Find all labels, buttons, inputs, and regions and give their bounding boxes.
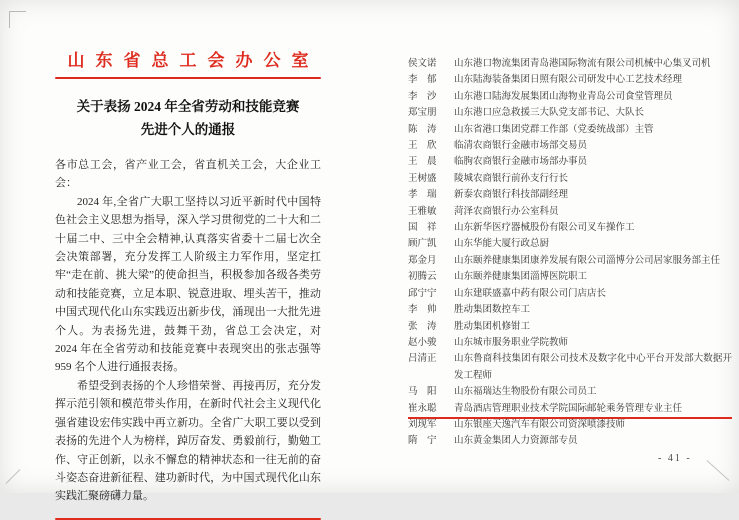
person-title: 临朐农商银行金融市场部办事员 [454, 157, 588, 168]
person-name: 王树盛 [408, 173, 437, 184]
person-title: 山东黄金集团人力资源部专员 [454, 436, 578, 447]
list-item [408, 105, 732, 121]
award-list [408, 56, 732, 450]
page-corner-mark [6, 469, 21, 484]
list-item [408, 204, 732, 220]
person-title: 陵城农商银行前孙支行行长 [454, 173, 569, 184]
list-item [408, 351, 732, 384]
person-name: 崔永聪 [408, 403, 437, 414]
person-title: 山东银座天逸汽车有限公司资深喷漆技师 [454, 419, 626, 430]
list-item [408, 72, 732, 88]
notice-body [55, 156, 321, 506]
body-paragraph: 希望受到表扬的个人珍惜荣誉、再接再厉，充分发挥示范引领和模范带头作用，在新时代社会主义现代化强省建设宏伟实践中再立新功。全省广大职工要以受到表扬的先进个人为榜样，踔厉奋发、勇毅前行，勤勉工作、守正创新，以永不懈怠的精神状态和一往无前的奋斗姿态奋进新征程、建功新时代，为中国式现代化山东实践汇聚磅礴力量。 [55, 379, 321, 503]
person-title: 山东颐养健康集团康养发展有限公司淄博分公司居家服务部主任 [454, 255, 721, 266]
issuing-office-title: 山东省总工会办公室 [67, 51, 320, 70]
list-item [408, 319, 732, 335]
list-item [408, 286, 732, 302]
document-title [55, 95, 321, 141]
person-name: 侯文诺 [408, 59, 437, 69]
list-item [408, 122, 732, 138]
list-item [408, 302, 732, 318]
person-name: 刘现军 [408, 419, 437, 430]
person-name: 张 涛 [408, 321, 437, 332]
person-name: 王雅敏 [408, 206, 437, 217]
person-title: 青岛酒店管理职业技术学院国际邮轮乘务管理专业主任 [454, 403, 683, 414]
person-title: 山东颐养健康集团淄博医院职工 [454, 272, 588, 283]
person-name: 隋 宁 [408, 436, 437, 447]
list-item [408, 417, 732, 433]
document-title-line2: 先进个人的通报 [140, 122, 236, 137]
page-number: - 41 - [658, 453, 692, 464]
person-title: 山东城市服务职业学院教师 [454, 337, 569, 348]
list-item [408, 187, 732, 203]
person-title: 山东鲁商科技集团有限公司技术及数字化中心平台开发部大数据开发工程师 [454, 354, 732, 381]
list-item [408, 236, 732, 252]
person-title: 胜动集团机修钳工 [454, 321, 531, 332]
person-title: 山东建联盛嘉中药有限公司门店店长 [454, 288, 607, 299]
person-name: 李 郁 [408, 75, 437, 86]
person-title: 新泰农商银行科技部副经理 [454, 190, 569, 201]
person-name: 郑宝朋 [408, 108, 437, 119]
person-title: 山东港口物流集团青岛港国际物流有限公司机械中心集叉司机 [454, 59, 711, 69]
list-item [408, 56, 732, 72]
list-item [408, 269, 732, 285]
list-item [408, 89, 732, 105]
person-name: 顾广凯 [408, 239, 437, 250]
list-item [408, 154, 732, 170]
list-item [408, 384, 732, 400]
notice-page [55, 46, 321, 520]
list-item [408, 171, 732, 187]
person-name: 陈 涛 [408, 124, 437, 135]
person-name: 初腾云 [408, 272, 437, 283]
list-item [408, 401, 732, 417]
red-rule-bottom [55, 518, 321, 520]
person-name: 赵小骏 [408, 337, 437, 348]
award-list-page [408, 56, 732, 450]
person-name: 王 欣 [408, 141, 437, 152]
salutation: 各市总工会，省产业工会，省直机关工会，大企业工会： [55, 159, 321, 190]
person-title: 胜动集团数控车工 [454, 305, 531, 316]
person-title: 山东新华医疗器械股份有限公司叉车操作工 [454, 223, 635, 234]
person-name: 郑金月 [408, 255, 437, 266]
list-item [408, 138, 732, 154]
person-name: 李 沙 [408, 91, 437, 102]
list-item [408, 433, 732, 449]
person-title: 山东港口陆海发展集团山海物业青岛公司食堂管理员 [454, 91, 673, 102]
person-title: 菏泽农商银行办公室科员 [454, 206, 559, 217]
person-title: 山东陆海装备集团日照有限公司研发中心工艺技术经理 [454, 75, 683, 86]
person-name: 吕清正 [408, 354, 437, 365]
list-item [408, 253, 732, 269]
body-paragraph: 2024 年,全省广大职工坚持以习近平新时代中国特色社会主义思想为指导，深入学习贯彻党的二十大和二十届二中、三中全会精神,认真落实省委十二届七次全会决策部署，充分发挥工人阶级主力军作用，坚定扛牢“走在前、挑大梁”的使命担当，积极参加各级各类劳动和技能竞赛，立足本职、锐意进取、埋头苦干，推动中国式现代化山东实践迈出新步伐，涌现出一大批先进个人。为表扬先进，鼓舞干劲，省总工会决定，对 2024 年在全省劳动和技能竞赛中表现突出的张志强等 959 名个人进行通报表扬。 [55, 195, 321, 374]
list-item [408, 220, 732, 236]
person-title: 山东福瑞达生物股份有限公司员工 [454, 387, 597, 398]
page-corner-mark [9, 11, 26, 28]
person-name: 孝 瑞 [408, 190, 437, 201]
person-title: 山东华能大厦行政总厨 [454, 239, 550, 250]
person-name: 李 帅 [408, 305, 437, 316]
list-item [408, 335, 732, 351]
person-name: 王 晨 [408, 157, 437, 168]
red-rule-top [55, 77, 321, 79]
document-title-line1: 关于表扬 2024 年全省劳动和技能竞赛 [76, 99, 300, 114]
person-name: 国 祥 [408, 223, 437, 234]
person-name: 马 阳 [408, 387, 437, 398]
person-title: 山东港口应急救援三大队党支部书记、大队长 [454, 108, 645, 119]
person-title: 山东省港口集团党群工作部（党委统战部）主管 [454, 124, 654, 135]
person-title: 临清农商银行金融市场部交易员 [454, 141, 588, 152]
person-name: 邱宁宁 [408, 288, 437, 299]
page-corner-mark [707, 460, 730, 481]
